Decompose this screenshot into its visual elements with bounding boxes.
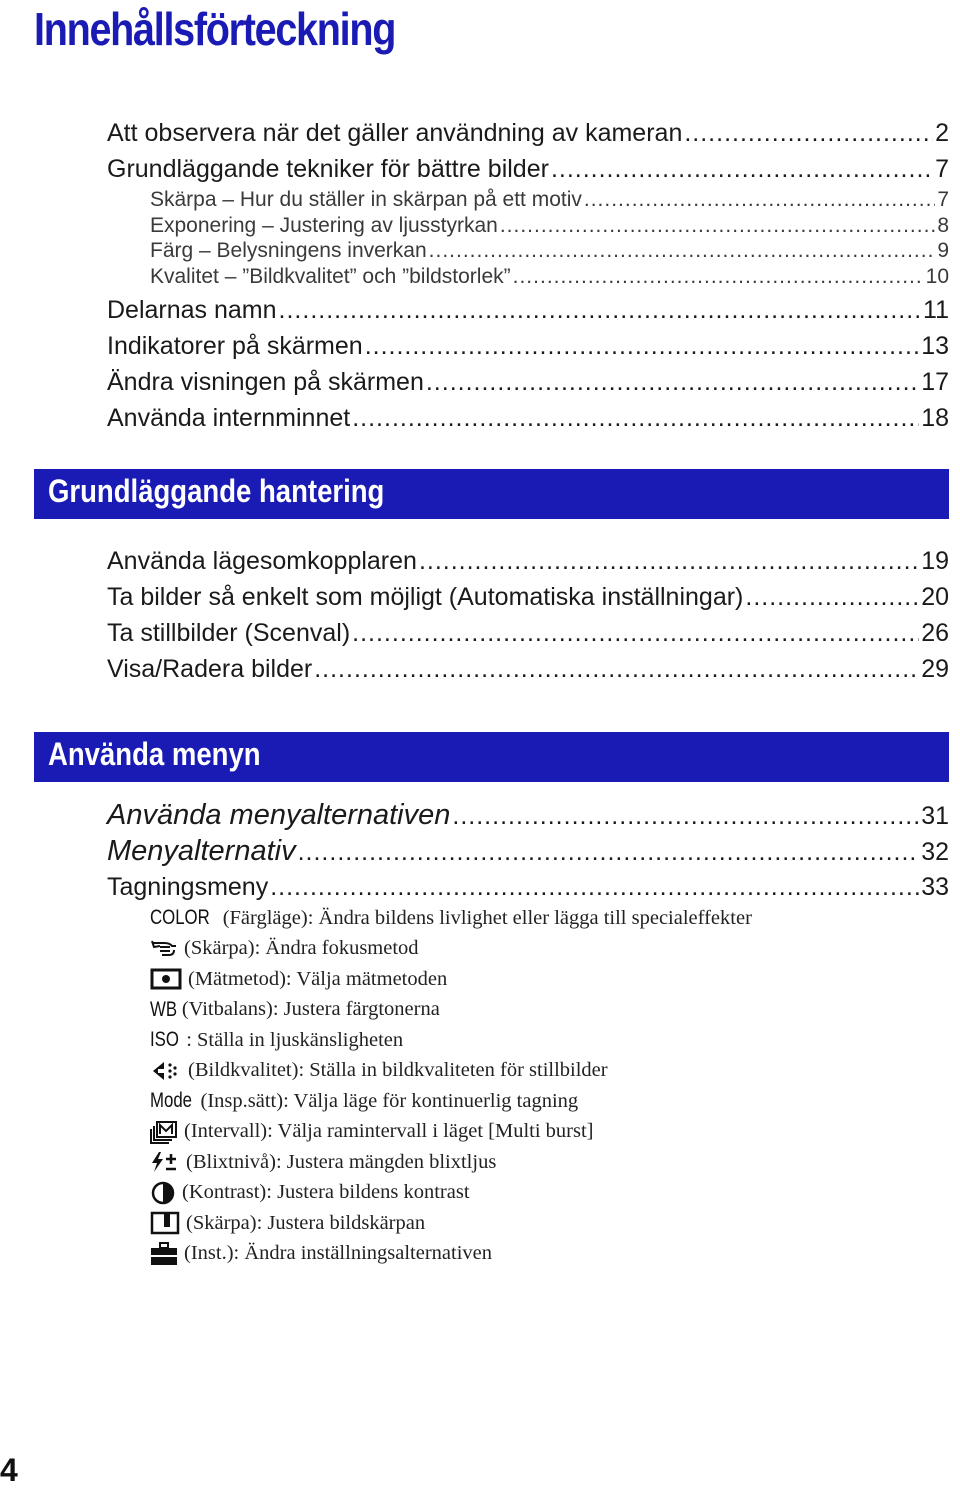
white-balance-icon: WB — [150, 997, 178, 1021]
section-heading: Använda menyn — [48, 736, 261, 772]
toc-entry[interactable]: Visa/Radera bilder ..... 29 — [107, 651, 949, 687]
menu-item-focus[interactable]: (Skärpa): Ändra fokusmetod — [150, 934, 910, 965]
toc-subentry[interactable]: Färg – Belysningens inverkan ..... 9 — [107, 238, 949, 264]
sharpness-icon — [150, 1211, 180, 1235]
toc-subentry[interactable]: Exponering – Justering av ljusstyrkan ..... 8 — [107, 213, 949, 239]
toc-entry[interactable]: Tagningsmeny ..... 33 — [107, 869, 949, 905]
toc-intro — [107, 115, 949, 436]
toc-section2 — [107, 797, 949, 905]
toc-entry[interactable]: Indikatorer på skärmen ..... 13 — [107, 328, 949, 364]
menu-item-image-quality[interactable]: (Bildkvalitet): Ställa in bildkvaliteten för stillbilder — [150, 1056, 910, 1087]
toc-entry[interactable]: Använda internminnet ..... 18 — [107, 400, 949, 436]
menu-item-white-balance[interactable]: WB (Vitbalans): Justera färgtonerna — [150, 997, 440, 1021]
menu-item-metering[interactable]: (Mätmetod): Välja mätmetoden — [150, 964, 910, 995]
menu-item-setup[interactable]: (Inst.): Ändra inställningsalternativen — [150, 1239, 910, 1270]
section-heading: Grundläggande hantering — [48, 473, 385, 509]
section-banner-grundlaggande — [34, 469, 949, 519]
shooting-menu-list — [150, 903, 910, 1269]
color-mode-icon: COLOR — [150, 906, 210, 930]
setup-toolbox-icon — [150, 1242, 178, 1266]
toc-entry[interactable]: Ta stillbilder (Scenval) ..... 26 — [107, 615, 949, 651]
menu-item-flash-level[interactable]: (Blixtnivå): Justera mängden blixtljus — [150, 1147, 910, 1178]
contrast-icon — [150, 1181, 176, 1205]
toc-entry[interactable]: Ta bilder så enkelt som möjligt (Automatiska inställningar) ..... 20 — [107, 579, 949, 615]
toc-subentry[interactable]: Kvalitet – ”Bildkvalitet” och ”bildstorlek” ..... 10 — [107, 264, 949, 290]
metering-icon — [150, 968, 182, 990]
mode-icon: Mode — [150, 1089, 193, 1113]
menu-item-color[interactable]: COLOR (Färgläge): Ändra bildens livlighet eller lägga till specialeffekter — [150, 906, 752, 930]
toc-entry[interactable]: Grundläggande tekniker för bättre bilder ..... 7 — [107, 151, 949, 187]
section-banner-anvanda-menyn — [34, 732, 949, 782]
toc-entry[interactable]: Använda menyalternativen ..... 31 — [107, 797, 949, 833]
page-title: Innehållsförteckning — [34, 3, 396, 55]
focus-hand-icon — [150, 938, 178, 960]
interval-icon — [150, 1120, 178, 1144]
menu-item-iso[interactable]: ISO : Ställa in ljuskänsligheten — [150, 1028, 404, 1052]
menu-item-mode[interactable]: Mode (Insp.sätt): Välja läge för kontinuerlig tagning — [150, 1089, 579, 1113]
image-quality-icon — [150, 1059, 182, 1083]
toc-entry[interactable]: Menyalternativ ..... 32 — [107, 833, 949, 869]
flash-level-icon — [150, 1151, 180, 1173]
toc-subentry[interactable]: Skärpa – Hur du ställer in skärpan på ett motiv ..... 7 — [107, 187, 949, 213]
page-number: 4 — [0, 1452, 18, 1488]
toc-entry[interactable]: Att observera när det gäller användning av kameran ..... 2 — [107, 115, 949, 151]
toc-section1 — [107, 543, 949, 687]
toc-entry[interactable]: Delarnas namn ..... 11 — [107, 292, 949, 328]
menu-item-contrast[interactable]: (Kontrast): Justera bildens kontrast — [150, 1178, 910, 1209]
toc-entry[interactable]: Använda lägesomkopplaren ..... 19 — [107, 543, 949, 579]
toc-entry[interactable]: Ändra visningen på skärmen ..... 17 — [107, 364, 949, 400]
menu-item-interval[interactable]: (Intervall): Välja ramintervall i läget [Multi burst] — [150, 1117, 910, 1148]
menu-item-sharpness[interactable]: (Skärpa): Justera bildskärpan — [150, 1208, 910, 1239]
iso-icon: ISO — [150, 1028, 179, 1052]
